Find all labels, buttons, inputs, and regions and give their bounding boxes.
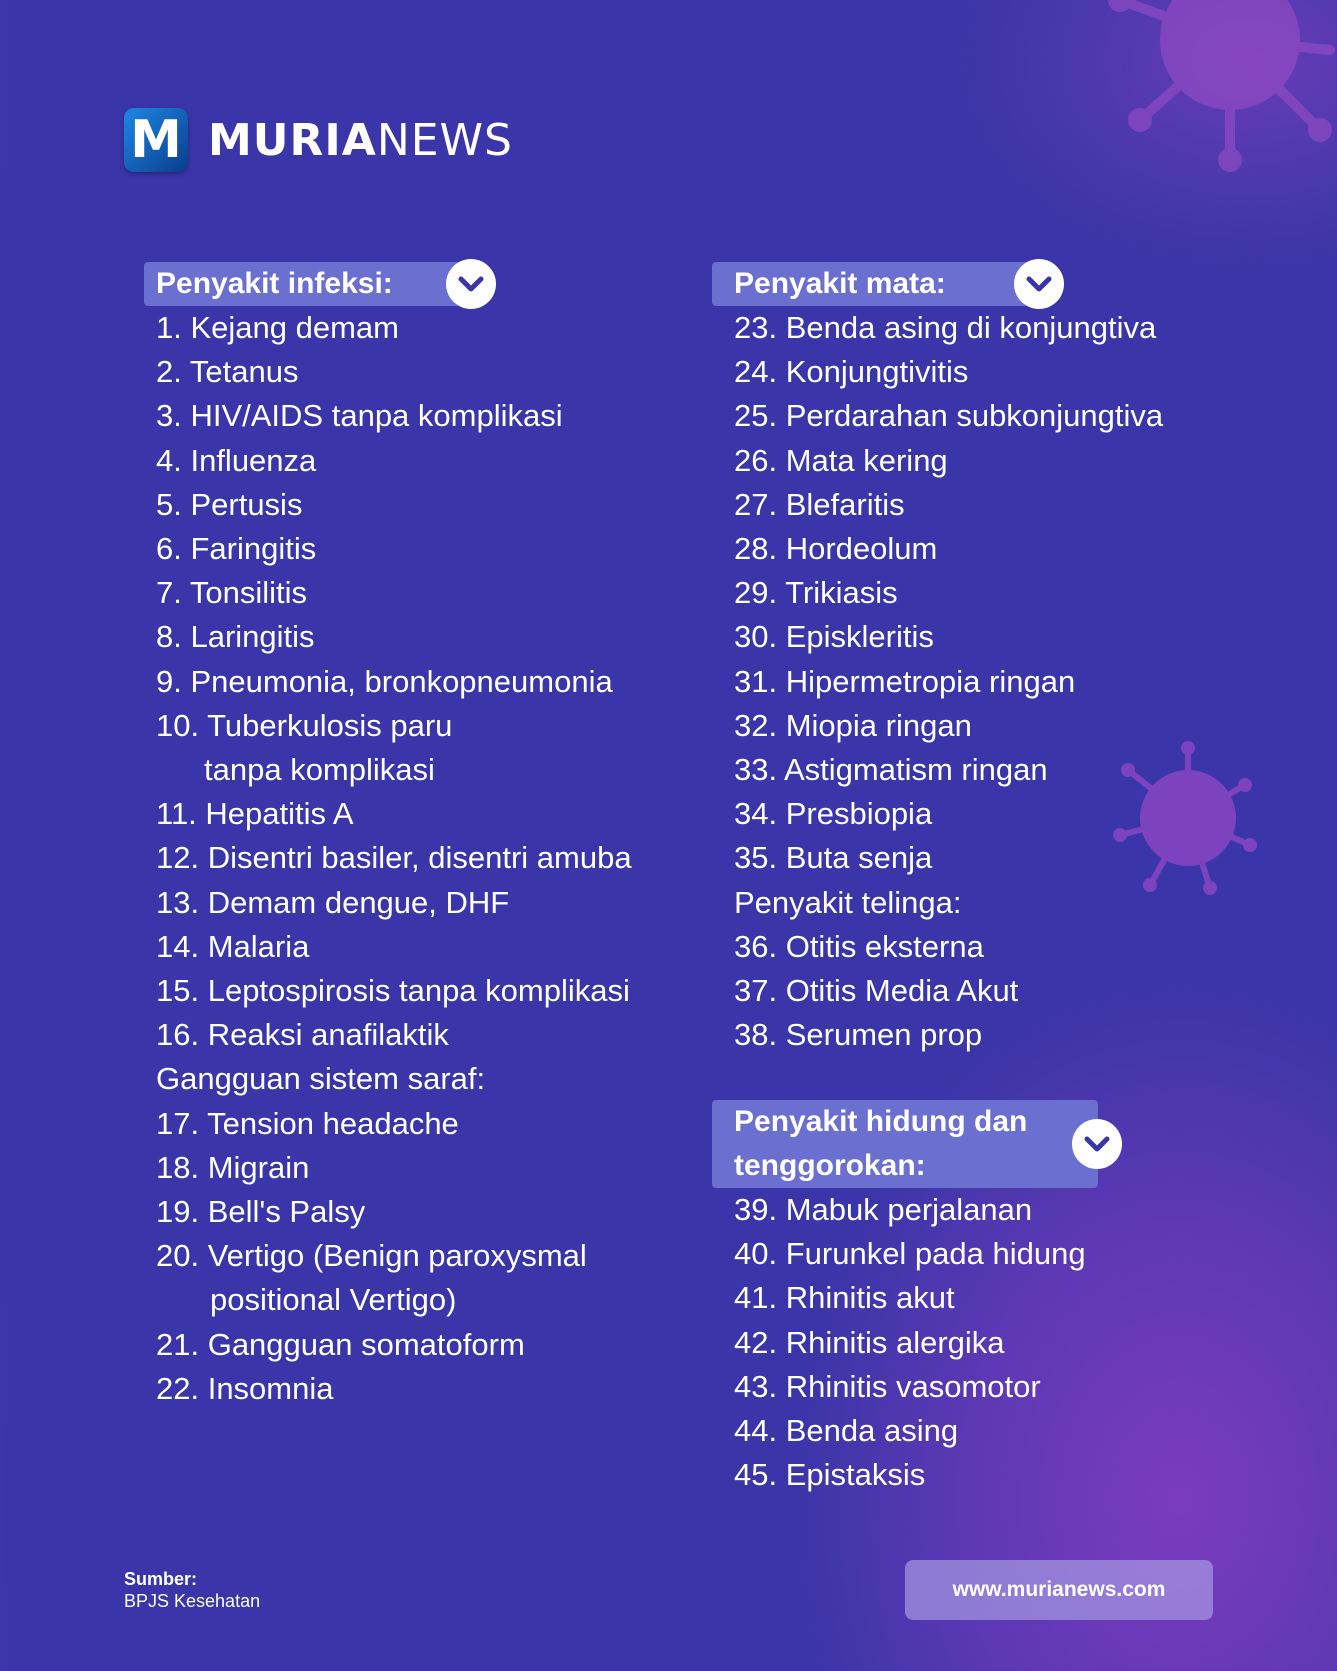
disease-list [734, 306, 1163, 1057]
list-item: 1. Kejang demam [156, 310, 399, 345]
list-item: 5. Pertusis [156, 486, 303, 522]
list-item: 3. HIV/AIDS tanpa komplikasi [156, 398, 563, 434]
brand-logo [124, 108, 513, 172]
list-item: 8. Laringitis [156, 619, 315, 655]
list-item: 37. Otitis Media Akut [734, 973, 1019, 1009]
list-item: 24. Konjungtivitis [734, 354, 969, 390]
list-item: 14. Malaria [156, 928, 310, 964]
subsection-title: Penyakit telinga: [734, 884, 962, 920]
logo-mark: M [124, 108, 188, 172]
list-item: 27. Blefaritis [734, 486, 905, 522]
list-item: 21. Gangguan somatoform [156, 1326, 525, 1362]
list-item: 16. Reaksi anafilaktik [156, 1017, 449, 1053]
source-credit [124, 1568, 260, 1612]
section-header: Penyakit mata: [712, 262, 1030, 306]
list-item: 31. Hipermetropia ringan [734, 663, 1076, 699]
list-item: tanpa komplikasi [204, 752, 435, 788]
chevron-down-icon [1072, 1119, 1122, 1169]
list-item: 6. Faringitis [156, 531, 317, 567]
list-item: 13. Demam dengue, DHF [156, 884, 510, 920]
list-item: 25. Perdarahan subkonjungtiva [734, 398, 1164, 434]
list-item: 28. Hordeolum [734, 531, 938, 567]
disease-list [734, 1188, 1086, 1497]
list-item: 2. Tetanus [156, 354, 299, 390]
chevron-down-icon [446, 259, 496, 309]
list-item: 43. Rhinitis vasomotor [734, 1368, 1041, 1404]
subsection-title: Gangguan sistem saraf: [156, 1061, 486, 1097]
list-item: 22. Insomnia [156, 1370, 334, 1406]
list-item: 35. Buta senja [734, 840, 933, 876]
list-item: 36. Otitis eksterna [734, 928, 984, 964]
list-item: 44. Benda asing [734, 1413, 959, 1449]
list-item: 45. Epistaksis [734, 1457, 926, 1493]
section-header: Penyakit infeksi: [144, 262, 462, 306]
section-header: Penyakit hidung dan tenggorokan: [712, 1100, 1098, 1188]
list-item: 23. Benda asing di konjungtiva [734, 310, 1157, 345]
list-item: 20. Vertigo (Benign paroxysmal [156, 1238, 587, 1274]
list-item: 12. Disentri basiler, disentri amuba [156, 840, 632, 876]
list-item: 26. Mata kering [734, 442, 948, 478]
list-item: 40. Furunkel pada hidung [734, 1236, 1086, 1272]
list-item: 42. Rhinitis alergika [734, 1324, 1005, 1360]
list-item: 33. Astigmatism ringan [734, 752, 1048, 788]
list-item: 38. Serumen prop [734, 1017, 983, 1053]
list-item: 34. Presbiopia [734, 796, 933, 832]
list-item: 19. Bell's Palsy [156, 1194, 366, 1230]
disease-list [156, 306, 632, 1411]
list-item: 18. Migrain [156, 1149, 310, 1185]
list-item: 29. Trikiasis [734, 575, 898, 611]
list-item: 9. Pneumonia, bronkopneumonia [156, 663, 613, 699]
list-item: 41. Rhinitis akut [734, 1280, 955, 1316]
list-item: 15. Leptospirosis tanpa komplikasi [156, 973, 630, 1009]
source-value: BPJS Kesehatan [124, 1591, 261, 1611]
list-item: 4. Influenza [156, 442, 317, 478]
list-item: 32. Miopia ringan [734, 707, 972, 743]
source-label: Sumber: [124, 1569, 198, 1589]
list-item: 7. Tonsilitis [156, 575, 308, 611]
list-item: 39. Mabuk perjalanan [734, 1192, 1033, 1227]
brand-name: MURIANEWS [208, 114, 513, 166]
list-item: 11. Hepatitis A [156, 796, 354, 832]
virus-icon [1080, 0, 1337, 180]
website-link[interactable]: www.murianews.com [905, 1560, 1213, 1620]
list-item: 10. Tuberkulosis paru [156, 707, 453, 743]
chevron-down-icon [1014, 259, 1064, 309]
list-item: 30. Episkleritis [734, 619, 934, 655]
list-item: positional Vertigo) [210, 1282, 457, 1318]
list-item: 17. Tension headache [156, 1105, 459, 1141]
